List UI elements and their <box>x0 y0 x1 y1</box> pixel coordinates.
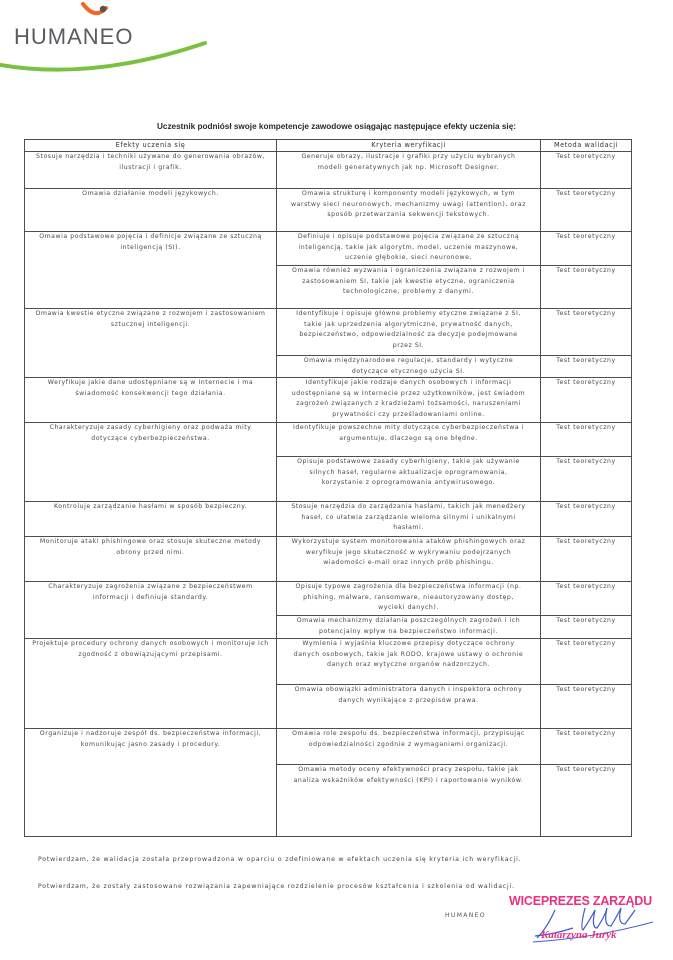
learning-effect-cell: Organizuje i nadzoruje zespół ds. bezpieczeństwa informacji, komunikując jasno zasady i procedury. <box>25 729 277 837</box>
learning-outcomes-table <box>24 139 632 837</box>
method-cell: Test teoretyczny <box>541 685 632 729</box>
method-cell: Test teoretyczny <box>541 232 632 266</box>
table-row <box>25 309 632 356</box>
criteria-cell: Omawia strukturę i komponenty modeli językowych, w tym warstwy sieci neuronowych, mechanizmy uwagi (attention), oraz sposób przetwarzania sekwencji tekstowych. <box>277 189 541 232</box>
method-cell: Test teoretyczny <box>541 423 632 457</box>
method-cell: Test teoretyczny <box>541 639 632 685</box>
table-row <box>25 423 632 457</box>
table-row <box>25 729 632 765</box>
learning-effect-cell: Stosuje narzędzia i techniki używane do generowania obrazów, ilustracji i grafik. <box>25 152 277 189</box>
criteria-cell: Generuje obrazy, ilustracje i grafiki przy użyciu wybranych modeli generatywnych jak np. Microsoft Designer. <box>277 152 541 189</box>
learning-effect-cell: Charakteryzuje zasady cyberhigieny oraz podważa mity dotyczące cyberbezpieczeństwa. <box>25 423 277 502</box>
method-cell: Test teoretyczny <box>541 502 632 537</box>
table-row <box>25 378 632 423</box>
learning-effect-cell: Weryfikuje jakie dane udostępniane są w Internecie i ma świadomość konsekwencji tego działania. <box>25 378 277 423</box>
method-cell: Test teoretyczny <box>541 765 632 837</box>
method-cell: Test teoretyczny <box>541 582 632 616</box>
table-header-row <box>25 140 632 152</box>
method-cell: Test teoretyczny <box>541 189 632 232</box>
learning-effect-cell: Kontroluje zarządzanie hasłami w sposób bezpieczny. <box>25 502 277 537</box>
confirmation-statement-1: Potwierdzam, że walidacja została przeprowadzona w oparciu o zdefiniowane w efektach uczenia się kryteria ich weryfikacji. <box>38 856 522 863</box>
table-row <box>25 537 632 582</box>
learning-effect-cell: Omawia kwestie etyczne związane z rozwojem i zastosowaniem sztucznej inteligencji. <box>25 309 277 378</box>
criteria-cell: Opisuje typowe zagrożenia dla bezpieczeństwa informacji (np. phishing, malware, ransomware, nieautoryzowany dostęp, wycieki danych). <box>277 582 541 616</box>
method-cell: Test teoretyczny <box>541 266 632 309</box>
learning-effect-cell: Omawia podstawowe pojęcia i definicje związane ze sztuczną inteligencją (SI). <box>25 232 277 309</box>
criteria-cell: Omawia obowiązki administratora danych i inspektora ochrony danych wynikające z przepisów prawa. <box>277 685 541 729</box>
table-row <box>25 639 632 685</box>
table-row <box>25 582 632 616</box>
method-cell: Test teoretyczny <box>541 356 632 378</box>
header-effects: Efekty uczenia się <box>25 140 277 152</box>
method-cell: Test teoretyczny <box>541 152 632 189</box>
method-cell: Test teoretyczny <box>541 616 632 639</box>
method-cell: Test teoretyczny <box>541 457 632 502</box>
learning-effect-cell: Projektuje procedury ochrony danych osobowych i monitoruje ich zgodność z obowiązującymi przepisami. <box>25 639 277 729</box>
criteria-cell: Stosuje narzędzia do zarządzania hasłami, takich jak menedżery haseł, co ułatwia zarządzanie wieloma silnymi i unikalnymi hasłami. <box>277 502 541 537</box>
table-row <box>25 502 632 537</box>
criteria-cell: Omawia mechanizmy działania poszczególnych zagrożeń i ich potencjalny wpływ na bezpieczeństwo informacji. <box>277 616 541 639</box>
criteria-cell: Wykorzystuje system monitorowania ataków phishingowych oraz weryfikuje jego skuteczność w wykrywaniu podejrzanych wiadomości e-mail oraz innych prób phishingu. <box>277 537 541 582</box>
header-method: Metoda walidacji <box>541 140 632 152</box>
criteria-cell: Identyfikuje jakie rodzaje danych osobowych i informacji udostępniane są w Internecie przez użytkowników, jest świadom zagrożeń związanych z kradzieżami tożsamości, naruszeniami prywatności czy prześladowaniami online. <box>277 378 541 423</box>
method-cell: Test teoretyczny <box>541 309 632 356</box>
header-criteria: Kryteria weryfikacji <box>277 140 541 152</box>
criteria-cell: Omawia międzynarodowe regulacje, standardy i wytyczne dotyczące etycznego użycia SI. <box>277 356 541 378</box>
stamp-title: WICEPREZES ZARZĄDU <box>509 894 652 908</box>
humaneo-logo <box>0 0 260 80</box>
learning-effect-cell: Charakteryzuje zagrożenia związane z bezpieczeństwem informacji i definiuje standardy. <box>25 582 277 639</box>
criteria-cell: Omawia role zespołu ds. bezpieczeństwa informacji, przypisując odpowiedzialności zgodnie z wymaganiami organizacji. <box>277 729 541 765</box>
criteria-cell: Identyfikuje i opisuje główne problemy etyczne związane z SI, takie jak uprzedzenia algorytmiczne, prywatność danych, bezpieczeństwo, odpowiedzialność za decyzje podejmowane przez SI. <box>277 309 541 356</box>
learning-effect-cell: Omawia działanie modeli językowych. <box>25 189 277 232</box>
criteria-cell: Omawia metody oceny efektywności pracy zespołu, takie jak analiza wskaźników efektywności (KPI) i raportowanie wyników. <box>277 765 541 837</box>
learning-effect-cell: Monitoruje ataki phishingowe oraz stosuje skuteczne metody obrony przed nimi. <box>25 537 277 582</box>
criteria-cell: Identyfikuje powszechne mity dotyczące cyberbezpieczeństwa i argumentuje, dlaczego są one błędne. <box>277 423 541 457</box>
stamp-name: Katarzyna Juryk <box>541 929 617 941</box>
table-row <box>25 232 632 266</box>
footer-brand: HUMANEO <box>445 912 486 919</box>
method-cell: Test teoretyczny <box>541 537 632 582</box>
intro-heading: Uczestnik podniósł swoje kompetencje zawodowe osiągając następujące efekty uczenia się: <box>156 122 516 131</box>
logo-text: HUMANEO <box>14 24 134 49</box>
method-cell: Test teoretyczny <box>541 378 632 423</box>
table-row <box>25 152 632 189</box>
criteria-cell: Omawia również wyzwania i ograniczenia związane z rozwojem i zastosowaniem SI, takie jak kwestie etyczne, ograniczenia technologiczne, problemy z danymi. <box>277 266 541 309</box>
criteria-cell: Wymienia i wyjaśnia kluczowe przepisy dotyczące ochrony danych osobowych, takie jak RODO, krajowe ustawy o ochronie danych oraz wytyczne organów nadzorczych. <box>277 639 541 685</box>
method-cell: Test teoretyczny <box>541 729 632 765</box>
table-row <box>25 189 632 232</box>
confirmation-statement-2: Potwierdzam, że zostały zastosowane rozwiązania zapewniające rozdzielenie procesów kształcenia i szkolenia od walidacji. <box>38 883 515 890</box>
criteria-cell: Opisuje podstawowe zasady cyberhigieny, takie jak używanie silnych haseł, regularne aktualizacje oprogramowania, korzystanie z oprogramowania antywirusowego. <box>277 457 541 502</box>
logo-head-icon <box>100 6 106 12</box>
criteria-cell: Definiuje i opisuje podstawowe pojęcia związane ze sztuczną inteligencją, takie jak algorytm, model, uczenie maszynowe, uczenie głębokie, sieci neuronowe. <box>277 232 541 266</box>
